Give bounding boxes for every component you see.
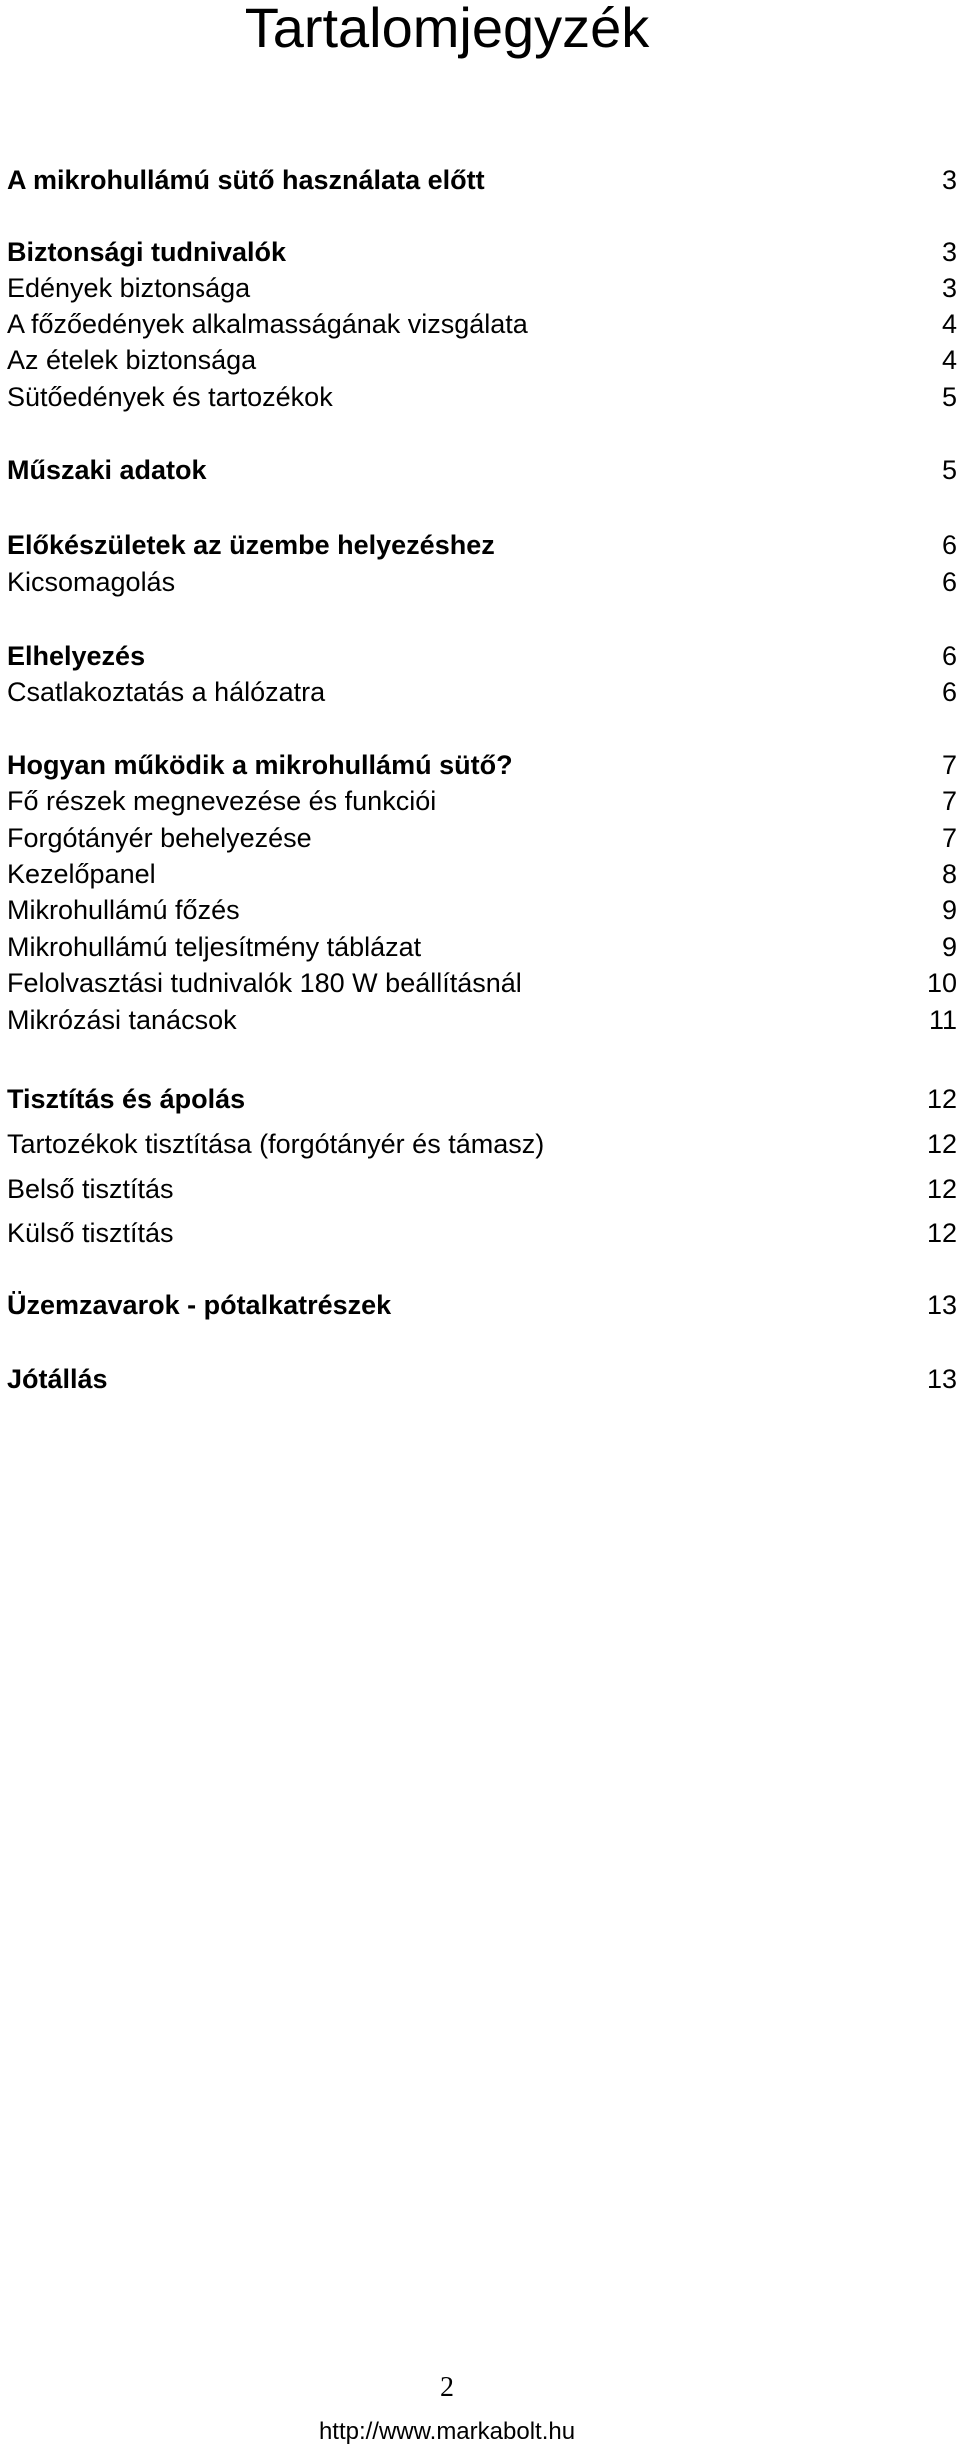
toc-entry-page: 12 xyxy=(926,1084,957,1114)
toc-entry-label: Fő részek megnevezése és funkciói xyxy=(7,786,437,816)
toc-entry-page: 4 xyxy=(941,309,957,339)
toc-entry-page: 7 xyxy=(941,786,957,816)
toc-entry-label: Csatlakoztatás a hálózatra xyxy=(7,677,326,707)
toc-entry-page: 10 xyxy=(926,968,957,998)
toc-entry-label: Elhelyezés xyxy=(7,641,146,671)
toc-entry xyxy=(7,1215,957,1251)
toc-entry xyxy=(7,856,957,892)
toc-entry-label: Felolvasztási tudnivalók 180 W beállításnál xyxy=(7,968,522,998)
toc-entry-label: Külső tisztítás xyxy=(7,1218,174,1248)
toc-entry-page: 12 xyxy=(926,1129,957,1159)
toc-entry xyxy=(7,674,957,710)
toc-entry-label: Kicsomagolás xyxy=(7,567,176,597)
toc-entry xyxy=(7,234,957,270)
toc-entry-page: 9 xyxy=(941,895,957,925)
page-number: 2 xyxy=(440,2372,454,2403)
toc-entry-page: 12 xyxy=(926,1218,957,1248)
toc-entry-label: Sütőedények és tartozékok xyxy=(7,382,333,412)
toc-entry-label: Tisztítás és ápolás xyxy=(7,1084,246,1114)
toc-entry-page: 5 xyxy=(941,382,957,412)
page-title: Tartalomjegyzék xyxy=(244,0,650,59)
toc-entry-page: 6 xyxy=(941,641,957,671)
toc-entry xyxy=(7,892,957,928)
toc-entry-page: 13 xyxy=(926,1364,957,1394)
toc-entry-page: 6 xyxy=(941,677,957,707)
toc-entry xyxy=(7,747,957,783)
toc-entry-label: A főzőedények alkalmasságának vizsgálata xyxy=(7,309,528,339)
toc-entry xyxy=(7,929,957,965)
toc-entry-page: 8 xyxy=(941,859,957,889)
toc-entry xyxy=(7,1126,957,1162)
toc-entry-page: 3 xyxy=(941,237,957,267)
toc-entry-label: Műszaki adatok xyxy=(7,455,207,485)
toc-entry xyxy=(7,527,957,563)
toc-entry xyxy=(7,965,957,1001)
toc-entry xyxy=(7,1171,957,1207)
toc-entry-page: 7 xyxy=(941,823,957,853)
toc-entry-label: Tartozékok tisztítása (forgótányér és támasz) xyxy=(7,1129,545,1159)
toc-entry-page: 6 xyxy=(941,567,957,597)
toc-entry-label: Belső tisztítás xyxy=(7,1174,174,1204)
toc-entry-label: A mikrohullámú sütő használata előtt xyxy=(7,165,485,195)
toc-entry-page: 9 xyxy=(941,932,957,962)
toc-entry-label: Edények biztonsága xyxy=(7,273,251,303)
toc-entry xyxy=(7,162,957,198)
toc-entry xyxy=(7,1361,957,1397)
toc-entry xyxy=(7,1081,957,1117)
toc-entry-label: Üzemzavarok - pótalkatrészek xyxy=(7,1290,392,1320)
toc-entry-label: Mikrohullámú főzés xyxy=(7,895,240,925)
toc-entry-page: 12 xyxy=(926,1174,957,1204)
toc-entry xyxy=(7,270,957,306)
toc-entry-page: 3 xyxy=(941,165,957,195)
toc-entry-label: Biztonsági tudnivalók xyxy=(7,237,287,267)
toc-entry-label: Forgótányér behelyezése xyxy=(7,823,312,853)
toc-entry-page: 6 xyxy=(941,530,957,560)
toc-entry-page: 3 xyxy=(941,273,957,303)
toc-entry xyxy=(7,1002,957,1038)
toc-entry-label: Mikrózási tanácsok xyxy=(7,1005,237,1035)
toc-entry-page: 7 xyxy=(941,750,957,780)
toc-entry-label: Az ételek biztonsága xyxy=(7,345,257,375)
toc-entry xyxy=(7,638,957,674)
toc-entry-page: 13 xyxy=(926,1290,957,1320)
toc-entry xyxy=(7,783,957,819)
toc-entry xyxy=(7,564,957,600)
toc-entry xyxy=(7,452,957,488)
footer-url: http://www.markabolt.hu xyxy=(318,2418,576,2445)
toc-entry-page: 4 xyxy=(941,345,957,375)
toc-entry xyxy=(7,820,957,856)
toc-entry-label: Kezelőpanel xyxy=(7,859,156,889)
toc-entry xyxy=(7,342,957,378)
toc-entry-page: 11 xyxy=(928,1005,957,1035)
toc-entry xyxy=(7,1287,957,1323)
toc-entry-label: Hogyan működik a mikrohullámú sütő? xyxy=(7,750,513,780)
toc-entry-page: 5 xyxy=(941,455,957,485)
toc-entry-label: Jótállás xyxy=(7,1364,108,1394)
toc-entry-label: Mikrohullámú teljesítmény táblázat xyxy=(7,932,422,962)
toc-entry-label: Előkészületek az üzembe helyezéshez xyxy=(7,530,495,560)
toc-entry xyxy=(7,379,957,415)
toc-entry xyxy=(7,306,957,342)
